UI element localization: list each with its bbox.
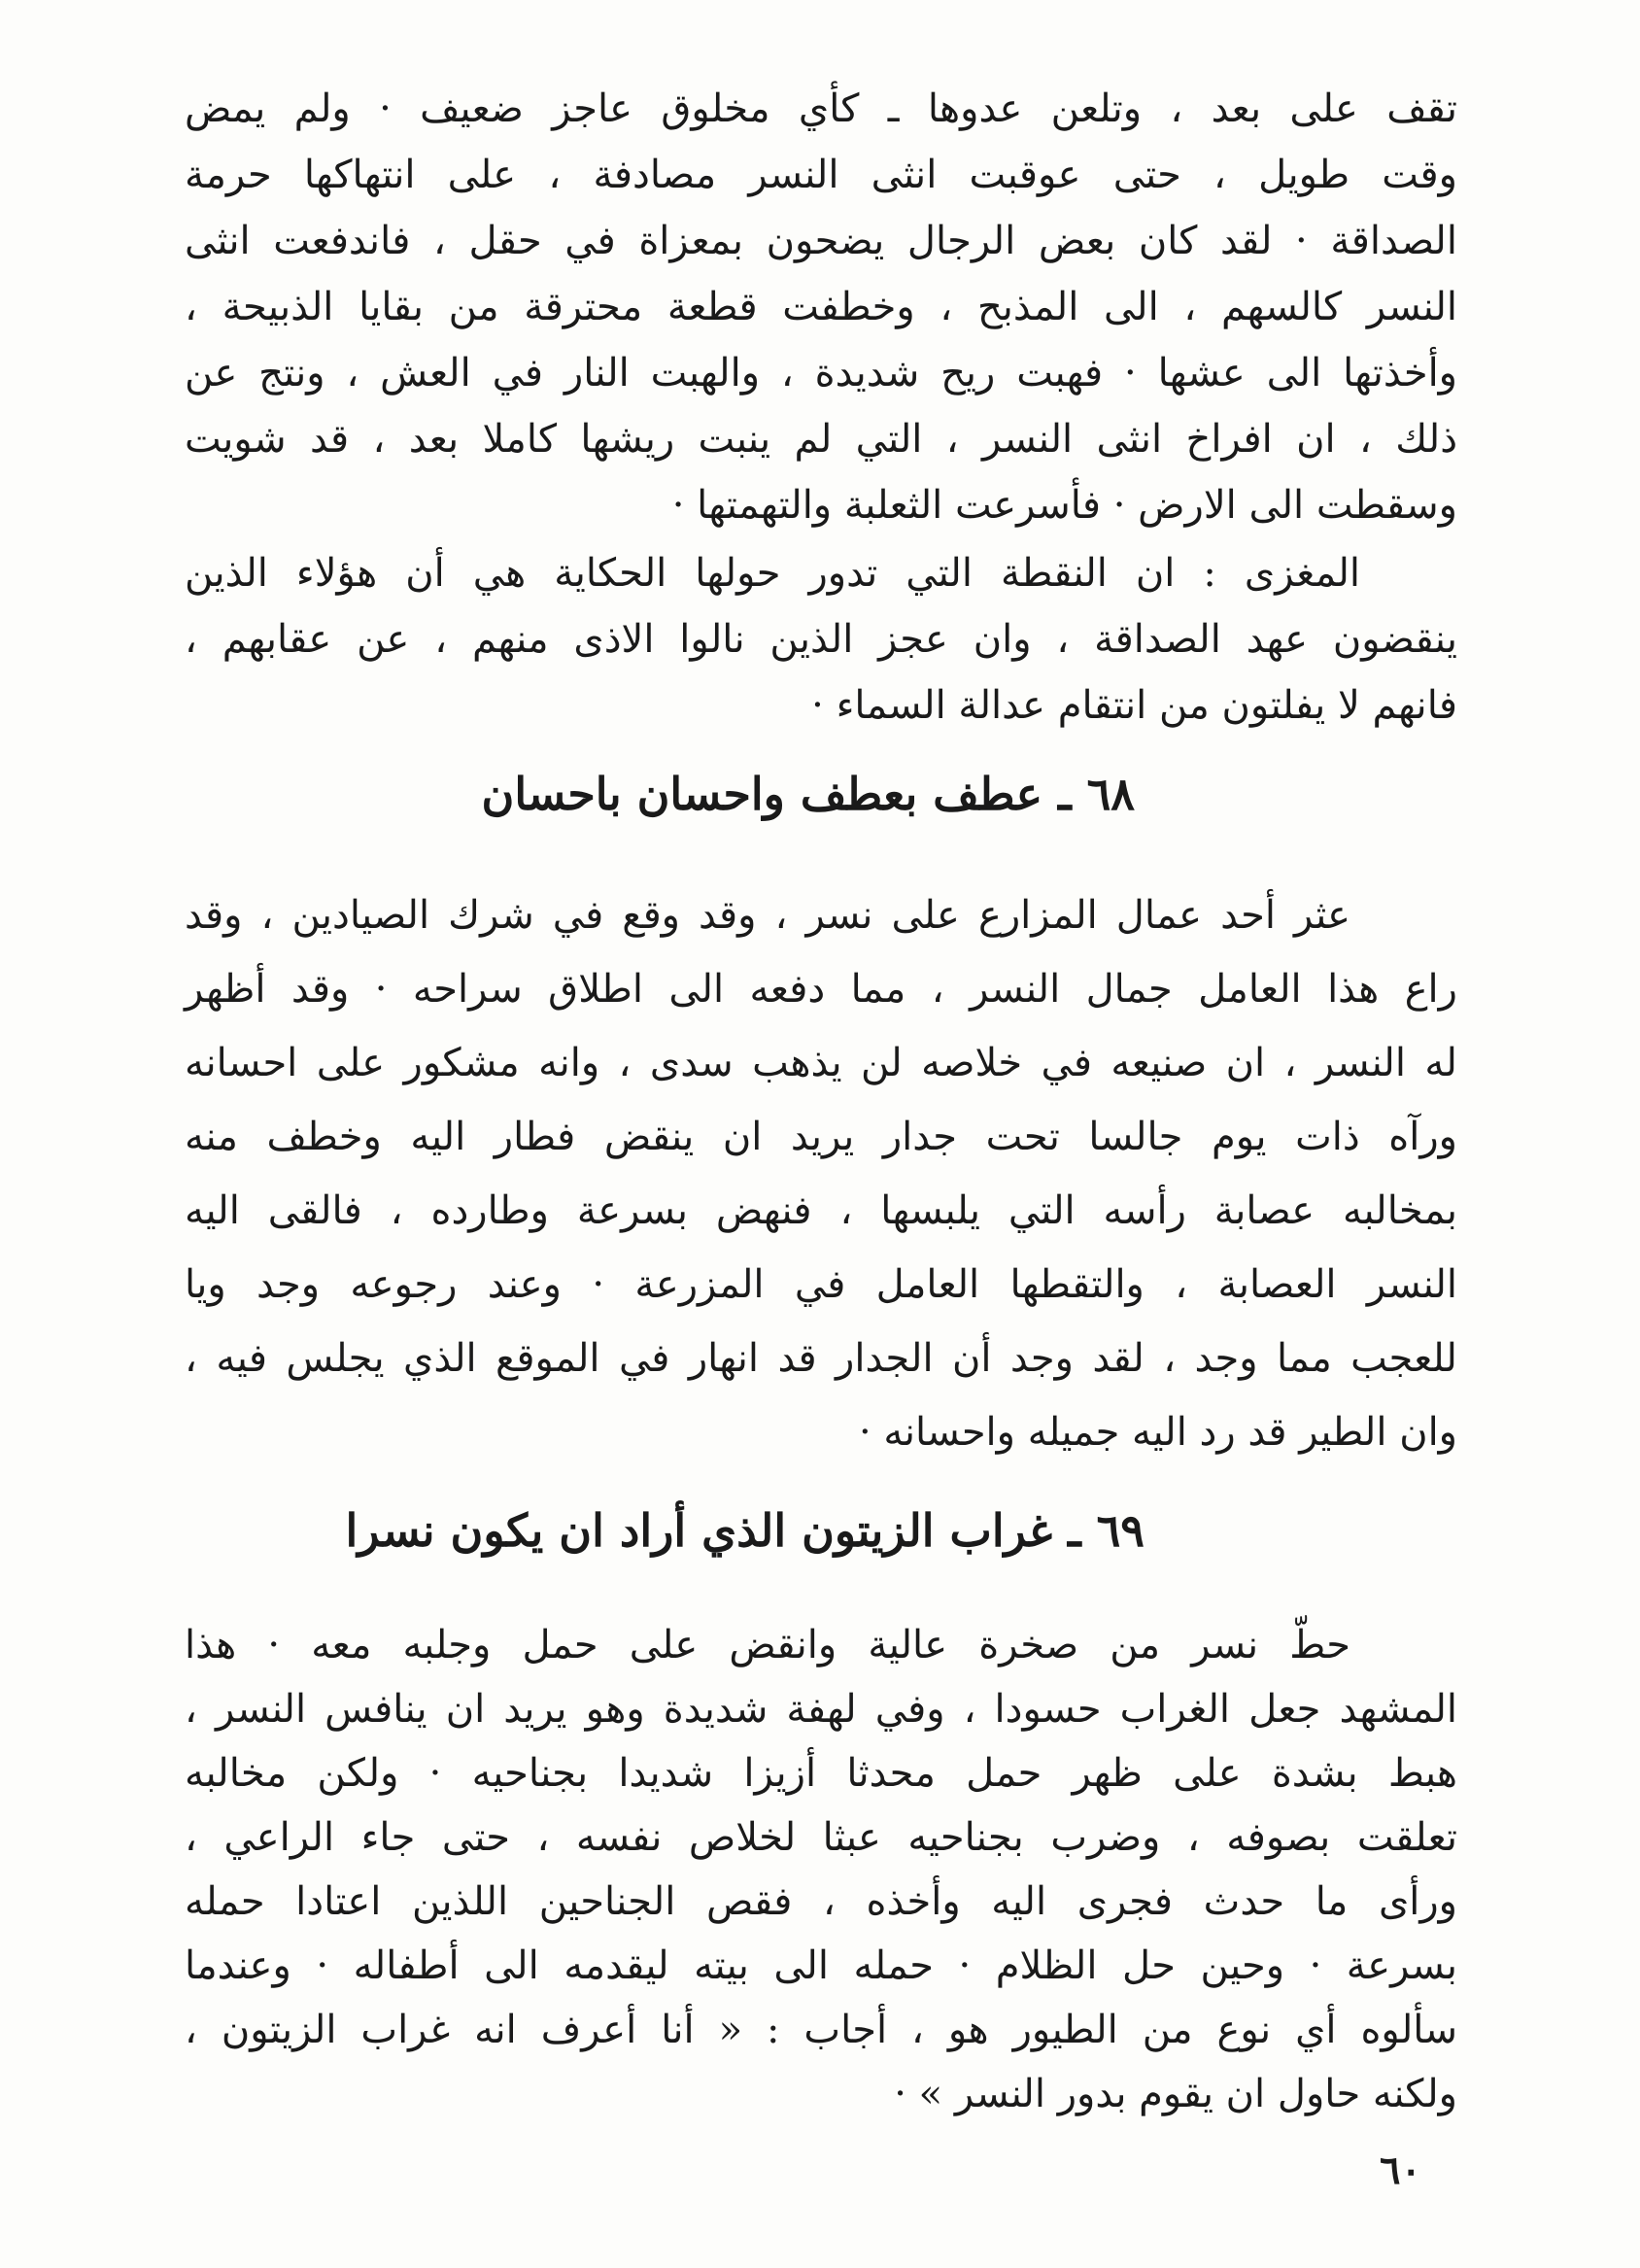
text-line: وان الطير قد رد اليه جميله واحسانه · [858, 1410, 1457, 1455]
fable-68-paragraph [185, 878, 1457, 1469]
text-line: للعجب مما وجد ، لقد وجد أن الجدار قد انهار في الموقع الذي يجلس فيه ، [185, 1336, 1457, 1381]
text-line: النسر العصابة ، والتقطها العامل في المزرعة · وعند رجوعه وجد ويا [185, 1262, 1457, 1307]
text-line: المشهد جعل الغراب حسودا ، وفي لهفة شديدة وهو يريد ان ينافس النسر ، [185, 1687, 1457, 1732]
text-line: وأخذتها الى عشها · فهبت ريح شديدة ، والهبت النار في العش ، ونتج عن [185, 351, 1457, 395]
moral-paragraph [185, 540, 1457, 739]
section-heading-69: ٦٩ ـ غراب الزيتون الذي أراد ان يكون نسرا [345, 1504, 1145, 1557]
text-line: حطّ نسر من صخرة عالية وانقض على حمل وجلبه معه · هذا [185, 1623, 1350, 1667]
text-line: ينقضون عهد الصداقة ، وان عجز الذين نالوا الاذى منهم ، عن عقابهم ، [185, 617, 1457, 662]
text-line: ورأى ما حدث فجرى اليه وأخذه ، فقص الجناحين اللذين اعتادا حمله [185, 1879, 1457, 1924]
text-line: هبط بشدة على ظهر حمل محدثا أزيزا شديدا بجناحيه · ولكن مخالبه [185, 1751, 1457, 1796]
text-line: الصداقة · لقد كان بعض الرجال يضحون بمعزاة في حقل ، فاندفعت انثى [185, 219, 1457, 263]
text-line: ورآه ذات يوم جالسا تحت جدار يريد ان ينقض فطار اليه وخطف منه [185, 1115, 1457, 1159]
text-line: وقت طويل ، حتى عوقبت انثى النسر مصادفة ، على انتهاكها حرمة [185, 153, 1457, 197]
text-line: المغزى : ان النقطة التي تدور حولها الحكاية هي أن هؤلاء الذين [185, 551, 1361, 596]
text-line: وسقطت الى الارض · فأسرعت الثعلبة والتهمتها · [671, 483, 1457, 528]
text-line: تقف على بعد ، وتلعن عدوها ـ كأي مخلوق عاجز ضعيف · ولم يمض [185, 86, 1457, 131]
text-line: تعلقت بصوفه ، وضرب بجناحيه عبثا لخلاص نفسه ، حتى جاء الراعي ، [185, 1815, 1457, 1860]
text-line: بسرعة · وحين حل الظلام · حمله الى بيته ليقدمه الى أطفاله · وعندما [185, 1943, 1457, 1988]
text-line: بمخالبه عصابة رأسه التي يلبسها ، فنهض بسرعة وطارده ، فالقى اليه [185, 1188, 1457, 1233]
text-line: سألوه أي نوع من الطيور هو ، أجاب : « أنا أعرف انه غراب الزيتون ، [185, 2008, 1457, 2052]
text-line: ذلك ، ان افراخ انثى النسر ، التي لم ينبت ريشها كاملا بعد ، قد شويت [185, 417, 1457, 462]
page-number: ٦٠ [1380, 2148, 1421, 2193]
text-line: عثر أحد عمال المزارع على نسر ، وقد وقع في شرك الصيادين ، وقد [185, 893, 1350, 938]
paragraph-continuation [185, 76, 1457, 538]
text-line: له النسر ، ان صنيعه في خلاصه لن يذهب سدى ، وانه مشكور على احسانه [185, 1041, 1457, 1085]
text-line: النسر كالسهم ، الى المذبح ، وخطفت قطعة محترقة من بقايا الذبيحة ، [185, 285, 1457, 329]
text-line: فانهم لا يفلتون من انتقام عدالة السماء · [811, 683, 1457, 728]
text-line: ولكنه حاول ان يقوم بدور النسر » · [894, 2072, 1457, 2116]
text-line: راع هذا العامل جمال النسر ، مما دفعه الى اطلاق سراحه · وقد أظهر [185, 967, 1457, 1012]
section-heading-68: ٦٨ ـ عطف بعطف واحسان باحسان [481, 768, 1135, 820]
fable-69-paragraph [185, 1613, 1457, 2126]
